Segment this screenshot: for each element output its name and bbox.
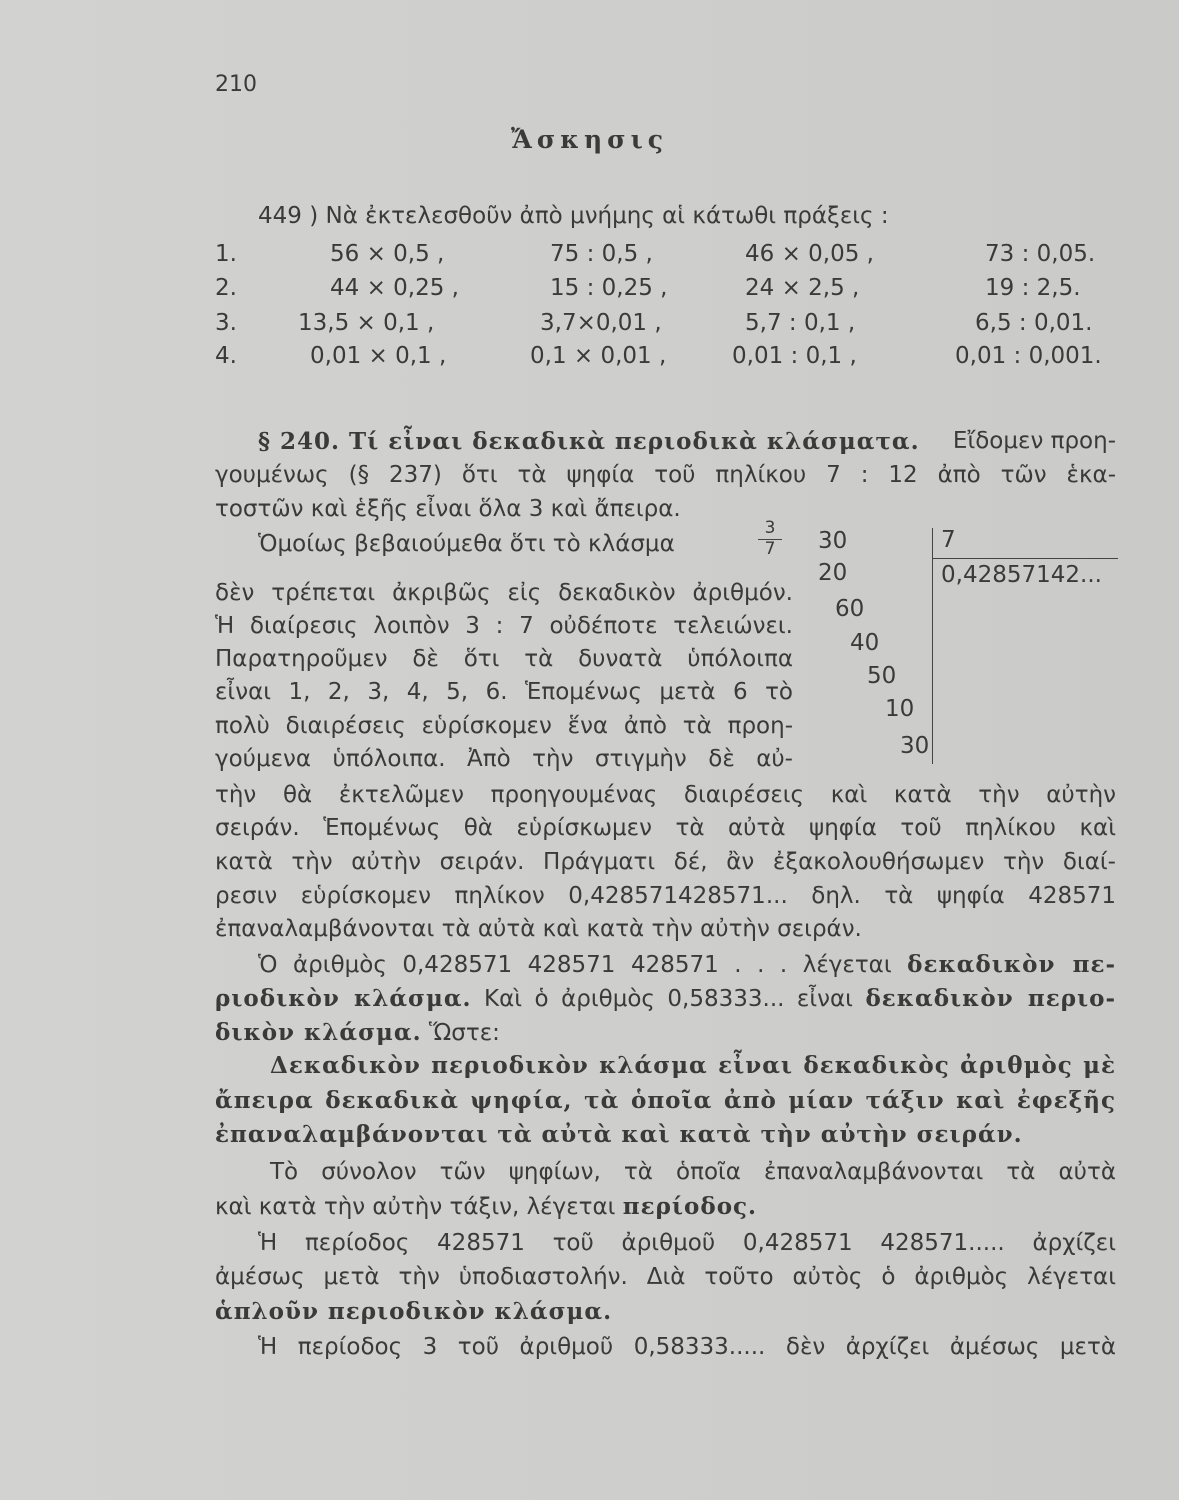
section-line: γουμένως (§ 237) ὅτι τὰ ψηφία τοῦ πηλίκου 7 : 12 ἀπὸ τῶν ἑκα-	[215, 462, 1116, 488]
page-number: 210	[215, 72, 257, 97]
body-line: σειράν. Ἑπομένως θὰ εὑρίσκωμεν τὰ αὐτὰ ψηφία τοῦ πηλίκου καὶ	[215, 815, 1116, 841]
para4-line: ἀμέσως μετὰ τὴν ὑποδιαστολήν. Διὰ τοῦτο αὐτὸς ὁ ἀριθμὸς λέγεται	[215, 1264, 1116, 1290]
side-line: Ὁμοίως βεβαιούμεθα ὅτι τὸ κλάσμα	[258, 531, 675, 557]
exercise-intro: 449 ) Νὰ ἐκτελεσθοῦν ἀπὸ μνήμης αἱ κάτωθι πράξεις :	[258, 203, 889, 229]
para3-line: Τὸ σύνολον τῶν ψηφίων, τὰ ὁποῖα ἐπαναλαμβάνονται τὰ αὐτὰ	[270, 1159, 1116, 1185]
para5-line: Ἡ περίοδος 3 τοῦ ἀριθμοῦ 0,58333..... δὲν ἀρχίζει ἀμέσως μετὰ	[258, 1334, 1116, 1360]
definition-line: Δεκαδικὸν περιοδικὸν κλάσμα εἶναι δεκαδικὸς ἀριθμὸς μὲ	[270, 1052, 1116, 1079]
para4-line: ἁπλοῦν περιοδικὸν κλάσμα.	[215, 1298, 613, 1325]
divisor: 7	[941, 527, 956, 553]
remainder: 30	[900, 733, 930, 759]
exercise-heading: Ἄσκησις	[511, 125, 668, 154]
definition-line: ἄπειρα δεκαδικὰ ψηφία, τὰ ὁποῖα ἀπὸ μίαν τάξιν καὶ ἐφεξῆς	[215, 1087, 1116, 1114]
remainder: 20	[818, 560, 848, 586]
body-line: τὴν θὰ ἐκτελῶμεν προηγουμένας διαιρέσεις καὶ κατὰ τὴν αὐτὴν	[215, 782, 1116, 808]
para2-line: δικὸν κλάσμα. Ὥστε:	[215, 1019, 500, 1046]
side-line: δὲν τρέπεται ἀκριβῶς εἰς δεκαδικὸν ἀριθμόν.	[215, 580, 793, 606]
remainder: 60	[835, 596, 865, 622]
side-line: πολὺ διαιρέσεις εὑρίσκομεν ἕνα ἀπὸ τὰ προη-	[215, 713, 793, 739]
remainder: 50	[867, 663, 897, 689]
side-line: γούμενα ὑπόλοιπα. Ἀπὸ τὴν στιγμὴν δὲ αὐ-	[215, 746, 793, 772]
division-vertical-rule	[932, 528, 933, 764]
body-line: κατὰ τὴν αὐτὴν σειράν. Πράγματι δέ, ἂν ἐξακολουθήσωμεν τὴν διαί-	[215, 849, 1116, 875]
para4-line: Ἡ περίοδος 428571 τοῦ ἀριθμοῦ 0,428571 428571..... ἀρχίζει	[258, 1230, 1116, 1256]
para2-line: Ὁ ἀριθμὸς 0,428571 428571 428571 . . . λέγεται δεκαδικὸν πε-	[258, 951, 1117, 978]
book-page: 210 Ἄσκησις 449 ) Νὰ ἐκτελεσθοῦν ἀπὸ μνήμης αἱ κάτωθι πράξεις : 1. 56 × 0,5 , 75 : 0,5 , 46 × 0,05 , 73 : 0,05. 2. 44 × 0,25 , 15 : 0,25 , 24 × 2,5 , 19 : 2,5. 3. 13,5 × 0,1 , 3,7×0,01 , 5,7 : 0,1 , 6,5 : 0,01. 4. 0,01 × 0,1 , 0,1 × 0,01 , 0,01 : 0,1 , 0,01 : 0,001. § 240. Τί εἶναι δεκαδικὰ περιοδικὰ κλάσματα. Εἴδομεν προη- γουμένως (§ 237) ὅτι τὰ ψηφία τοῦ πηλίκου 7 : 12 ἀπὸ τῶν ἑκα- τοστῶν καὶ ἑξῆς εἶναι ὅλα 3 καὶ ἄπειρα. Ὁμοίως βεβαιούμεθα ὅτι τὸ κλάσμα 3 7 δὲν τρέπεται ἀκριβῶς εἰς δεκαδικὸν ἀριθμόν. Ἡ διαίρεσις λοιπὸν 3 : 7 οὐδέποτε τελειώνει. Παρατηροῦμεν δὲ ὅτι τὰ δυνατὰ ὑπόλοιπα εἶναι 1, 2, 3, 4, 5, 6. Ἑπομένως μετὰ 6 τὸ πολὺ διαιρέσεις εὑρίσκομεν ἕνα ἀπὸ τὰ προη- γούμενα ὑπόλοιπα. Ἀπὸ τὴν στιγμὴν δὲ αὐ- 30 20 60 40 50 10 30 7 0,42857142... τὴν θὰ ἐκτελῶμεν προηγουμένας διαιρέσεις καὶ κατὰ τὴν αὐτὴν σειράν. Ἑπομένως θὰ εὑρίσκωμεν τὰ αὐτὰ ψηφία τοῦ πηλίκου καὶ κατὰ τὴν αὐτὴν σειράν. Πράγματι δέ, ἂν ἐξακολουθήσωμεν τὴν διαί- ρεσιν εὑρίσκομεν πηλίκον 0,428571428571... δηλ. τὰ ψηφία 428571 ἐπαναλαμβάνονται τὰ αὐτὰ καὶ κατὰ τὴν αὐτὴν σειράν. Ὁ ἀριθμὸς 0,428571 428571 428571 . . . λέγεται δεκαδικὸν πε- ριοδικὸν κλάσμα. Καὶ ὁ ἀριθμὸς 0,58333... εἶναι δεκαδικὸν περιο- δικὸν κλάσμα. Ὥστε: Δεκαδικὸν περιοδικὸν κλάσμα εἶναι δεκαδικὸς ἀριθμὸς μὲ ἄπειρα δεκαδικὰ ψηφία, τὰ ὁποῖα ἀπὸ μίαν τάξιν καὶ ἐφεξῆς ἐπαναλαμβάνονται τὰ αὐτὰ καὶ κατὰ τὴν αὐτὴν σειράν. Τὸ σύνολον τῶν ψηφίων, τὰ ὁποῖα ἐπαναλαμβάνονται τὰ αὐτὰ καὶ κατὰ τὴν αὐτὴν τάξιν, λέγεται περίοδος. Ἡ περίοδος 428571 τοῦ ἀριθμοῦ 0,428571 428571..... ἀρχίζει ἀμέσως μετὰ τὴν ὑποδιαστολήν. Διὰ τοῦτο αὐτὸς ὁ ἀριθμὸς λέγεται ἁπλοῦν περιοδικὸν κλάσμα. Ἡ περίοδος 3 τοῦ ἀριθμοῦ 0,58333..... δὲν ἀρχίζει ἀμέσως μετὰ	[0, 0, 1179, 1500]
section-first-line: § 240. Τί εἶναι δεκαδικὰ περιοδικὰ κλάσματα. Εἴδομεν προη-	[258, 428, 1116, 455]
division-horizontal-rule	[932, 558, 1118, 559]
section-title: § 240. Τί εἶναι δεκαδικὰ περιοδικὰ κλάσματα.	[258, 428, 920, 455]
side-line: εἶναι 1, 2, 3, 4, 5, 6. Ἑπομένως μετὰ 6 τὸ	[215, 679, 793, 705]
section-line: τοστῶν καὶ ἑξῆς εἶναι ὅλα 3 καὶ ἄπειρα.	[215, 496, 681, 522]
para2-line: ριοδικὸν κλάσμα. Καὶ ὁ ἀριθμὸς 0,58333... εἶναι δεκαδικὸν περιο-	[215, 985, 1117, 1012]
body-line: ρεσιν εὑρίσκομεν πηλίκον 0,428571428571... δηλ. τὰ ψηφία 428571	[215, 883, 1116, 909]
para3-line: καὶ κατὰ τὴν αὐτὴν τάξιν, λέγεται περίοδος.	[215, 1193, 758, 1220]
quotient: 0,42857142...	[941, 562, 1102, 588]
side-line: Παρατηροῦμεν δὲ ὅτι τὰ δυνατὰ ὑπόλοιπα	[215, 646, 793, 672]
side-line: Ἡ διαίρεσις λοιπὸν 3 : 7 οὐδέποτε τελειώνει.	[215, 613, 793, 639]
definition-line: ἐπαναλαμβάνονται τὰ αὐτὰ καὶ κατὰ τὴν αὐτὴν σειράν.	[215, 1121, 1023, 1148]
remainder: 40	[850, 630, 880, 656]
remainder: 10	[885, 696, 915, 722]
body-line: ἐπαναλαμβάνονται τὰ αὐτὰ καὶ κατὰ τὴν αὐτὴν σειράν.	[215, 916, 862, 942]
remainder: 30	[818, 528, 848, 554]
